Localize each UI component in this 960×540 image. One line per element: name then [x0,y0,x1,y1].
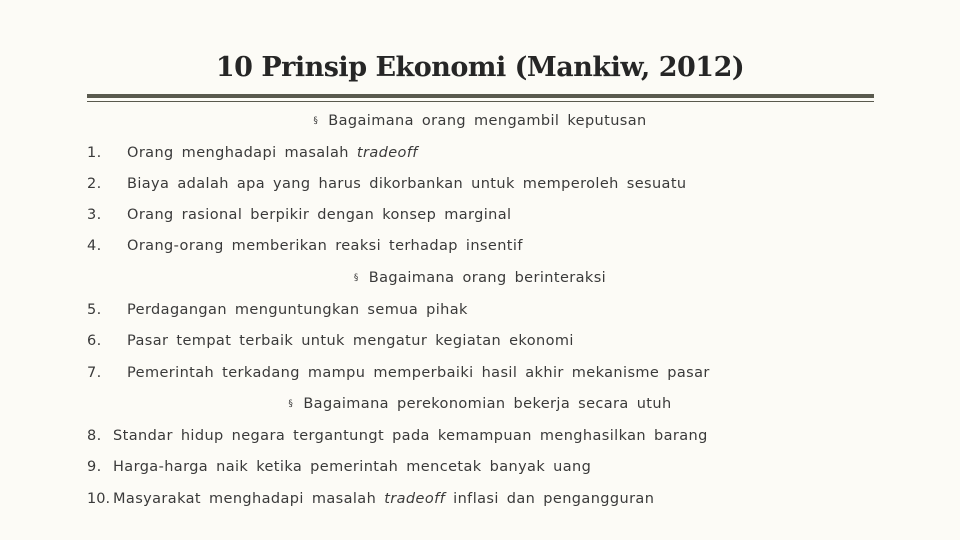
item-text: Orang menghadapi masalah tradeoff [127,145,418,161]
section-heading-text: Bagaimana perekonomian bekerja secara utuh [303,396,672,412]
item-number: 3. [87,207,102,223]
item-number: 7. [87,365,102,381]
item-text: Standar hidup negara tergantungt pada kemampuan menghasilkan barang [113,428,708,444]
item-text: Harga-harga naik ketika pemerintah mencetak banyak uang [113,459,592,475]
item-text: Orang-orang memberikan reaksi terhadap insentif [127,238,523,254]
item-text: Masyarakat menghadapi masalah tradeoff inflasi dan pengangguran [113,491,655,507]
item-number: 9. [87,459,102,475]
section-heading-1 [0,111,960,131]
item-text: Pasar tempat terbaik untuk mengatur kegiatan ekonomi [127,333,574,349]
section-heading-text: Bagaimana orang mengambil keputusan [328,113,647,129]
section-heading-3 [0,394,960,414]
item-number: 2. [87,176,102,192]
section-heading-2 [0,268,960,288]
item-number: 5. [87,302,102,318]
item-text-italic: tradeoff [384,491,446,507]
item-number: 6. [87,333,102,349]
item-text: Biaya adalah apa yang harus dikorbankan untuk memperoleh sesuatu [127,176,687,192]
item-text: Perdagangan menguntungkan semua pihak [127,302,468,318]
page-title: 10 Prinsip Ekonomi (Mankiw, 2012) [215,52,745,83]
item-text: Pemerintah terkadang mampu memperbaiki hasil akhir mekanisme pasar [127,365,710,381]
item-number: 4. [87,238,102,254]
item-text: Orang rasional berpikir dengan konsep marginal [127,207,512,223]
section-heading-text: Bagaimana orang berinteraksi [368,270,607,286]
item-number: 1. [87,145,102,161]
item-number: 10. [87,491,111,507]
bullet-icon: § [288,399,294,409]
bullet-icon: § [353,273,359,283]
bullet-icon: § [313,116,319,126]
item-number: 8. [87,428,102,444]
item-text-italic: tradeoff [356,145,418,161]
